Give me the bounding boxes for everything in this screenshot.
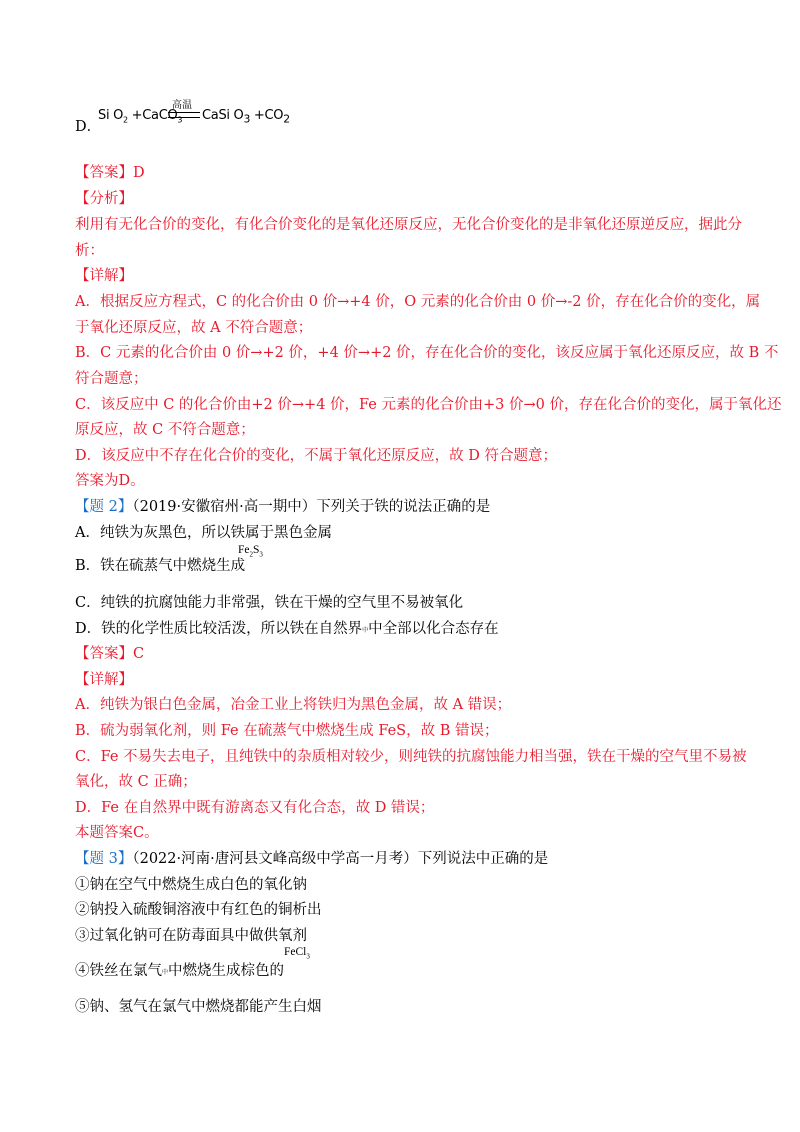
q1-detail-b-line-1: B．C 元素的化合价由 0 价→+2 价，+4 价→+2 价，存在化合价的变化，该反应属于氧化还原反应，故 B 不 bbox=[75, 345, 779, 361]
q1-analysis-line-1: 利用有无化合价的变化，有化合价变化的是氧化还原反应，无化合价变化的是非氧化还原逆反应，据此分 bbox=[75, 217, 742, 233]
q3-statement-3: ③过氧化钠可在防毒面具中做供氧剂 bbox=[75, 928, 307, 944]
q1-answer: 【答案】D bbox=[75, 165, 145, 181]
equation-option-d bbox=[75, 96, 375, 136]
q1-detail-title: 【详解】 bbox=[75, 268, 133, 284]
q1-detail-a-line-2: 于氧化还原反应，故 A 不符合题意； bbox=[75, 320, 313, 336]
q3-statement-1: ①钠在空气中燃烧生成白色的氧化钠 bbox=[75, 877, 307, 893]
q2-detail-c-line-1: C．Fe 不易失去电子，且纯铁中的杂质相对较少，则纯铁的抗腐蚀能力相当强，铁在干燥的空气里不易被 bbox=[75, 749, 747, 765]
q3-tag: 【题 3】 bbox=[75, 851, 133, 867]
reaction-condition: 高温 bbox=[172, 100, 192, 111]
q3-statement-4-mark: 中 bbox=[162, 969, 169, 976]
q1-detail-c-line-2: 原反应，故 C 不符合题意； bbox=[75, 422, 255, 438]
q2-option-a: A．纯铁为灰黑色，所以铁属于黑色金属 bbox=[75, 525, 332, 541]
q1-analysis-line-2: 析： bbox=[75, 243, 104, 259]
q3-statement-4-formula: FeCl$_3$ bbox=[284, 946, 310, 961]
q2-tag: 【题 2】 bbox=[75, 499, 133, 515]
q2-option-d: D．铁的化学性质比较活泼，所以铁在自然界中中全部以化合态存在 bbox=[75, 621, 499, 637]
q2-detail-a: A．纯铁为银白色金属，冶金工业上将铁归为黑色金属，故 A 错误； bbox=[75, 697, 512, 713]
q2-option-d-mark: 中 bbox=[362, 627, 369, 634]
q1-detail-c-line-1: C．该反应中 C 的化合价由+2 价→+4 价，Fe 元素的化合价由+3 价→0 价，存在化合价的变化，属于氧化还 bbox=[75, 397, 782, 413]
q2-final-answer: 本题答案C。 bbox=[75, 825, 159, 841]
q1-detail-b-line-2: 符合题意； bbox=[75, 371, 148, 387]
q2-detail-b: B．硫为弱氧化剂，则 Fe 在硫蒸气中燃烧生成 FeS，故 B 错误； bbox=[75, 723, 499, 739]
q3-statement-4: ④铁丝在氯气中中燃烧生成棕色的 bbox=[75, 963, 285, 979]
equals-sign bbox=[168, 112, 200, 118]
q2-detail-d: D．Fe 在自然界中既有游离态又有化合态，故 D 错误； bbox=[75, 800, 435, 816]
q2-detail-c-line-2: 氧化，故 C 正确； bbox=[75, 774, 197, 790]
option-d-label: D． bbox=[75, 119, 102, 135]
q2-detail-title: 【详解】 bbox=[75, 672, 133, 688]
q3-statement-5: ⑤钠、氢气在氯气中燃烧都能产生白烟 bbox=[75, 999, 322, 1015]
q1-analysis-title: 【分析】 bbox=[75, 191, 133, 207]
q2-option-b: B．铁在硫蒸气中燃烧生成 bbox=[75, 558, 246, 574]
q1-detail-a-line-1: A．根据反应方程式，C 的化合价由 0 价→+4 价，O 元素的化合价由 0 价→-2 价，存在化合价的变化，属 bbox=[75, 294, 761, 310]
q2-option-c: C．纯铁的抗腐蚀能力非常强，铁在干燥的空气里不易被氧化 bbox=[75, 595, 464, 611]
q2-answer: 【答案】C bbox=[75, 646, 145, 662]
q2-stem: 【题 2】（2019·安徽宿州·高一期中）下列关于铁的说法正确的是 bbox=[75, 499, 491, 515]
q3-statement-2: ②钠投入硫酸铜溶液中有红色的铜析出 bbox=[75, 902, 322, 918]
equation-products: CaSi $O_3 +CO_2$ bbox=[202, 108, 290, 126]
q1-detail-d-line-1: D．该反应中不存在化合价的变化，不属于氧化还原反应，故 D 符合题意； bbox=[75, 448, 557, 464]
q3-stem: 【题 3】（2022·河南·唐河县文峰高级中学高一月考）下列说法中正确的是 bbox=[75, 851, 549, 867]
q1-final-answer: 答案为D。 bbox=[75, 473, 145, 489]
q2-option-b-formula: $Fe_2S_3$ bbox=[238, 544, 263, 559]
equation-reactants: Si $O_2$ +CaCO$_3$ bbox=[98, 108, 183, 125]
